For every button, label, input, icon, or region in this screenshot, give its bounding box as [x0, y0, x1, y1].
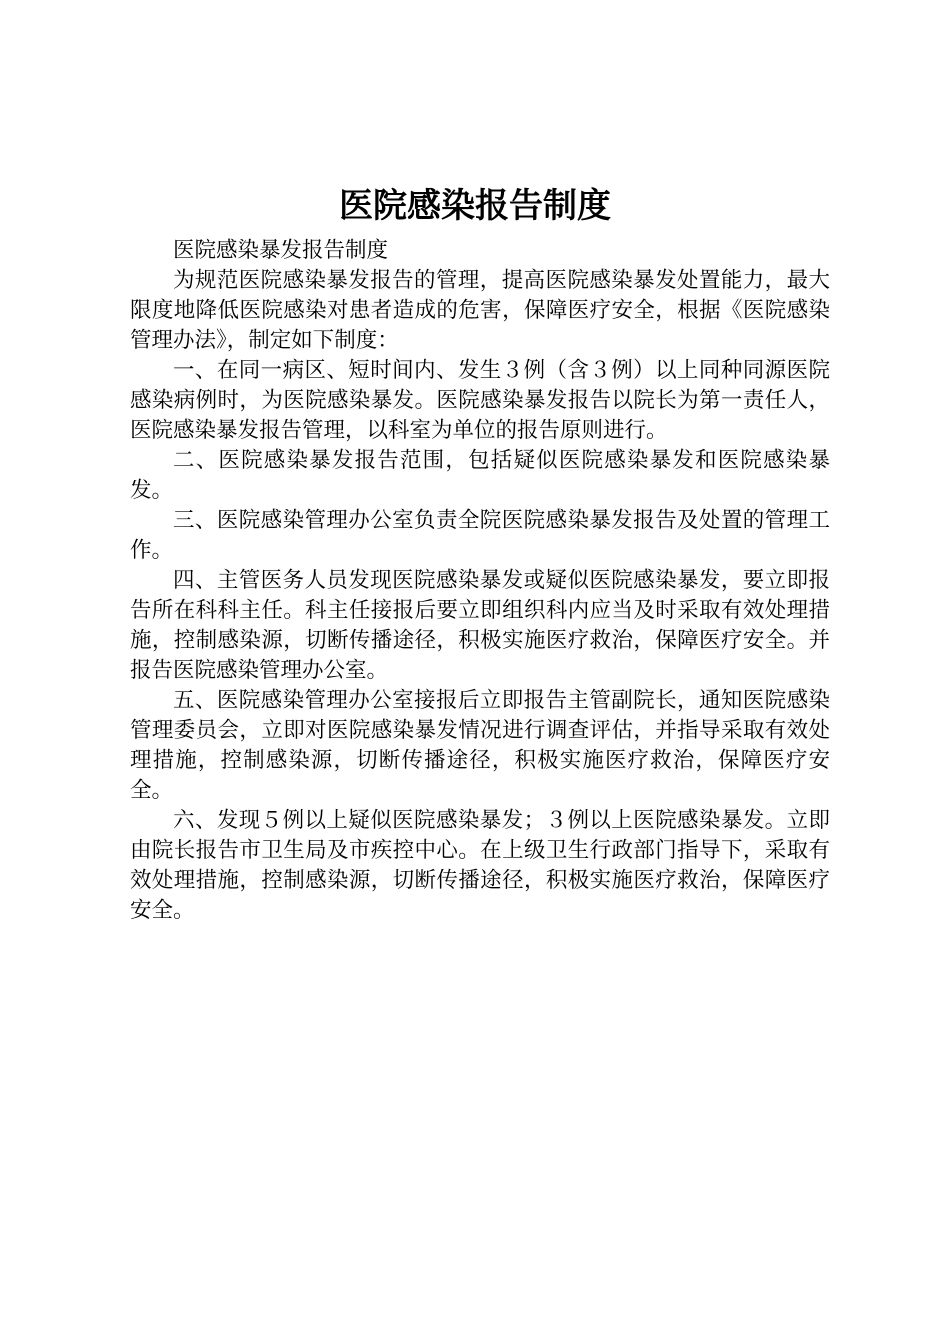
paragraph-clause-2: 二、医院感染暴发报告范围，包括疑似医院感染暴发和医院感染暴发。	[130, 448, 830, 503]
paragraph-clause-3: 三、医院感染管理办公室负责全院医院感染暴发报告及处置的管理工作。	[130, 508, 830, 563]
document-body	[130, 236, 830, 926]
paragraph-subtitle: 医院感染暴发报告制度	[173, 238, 389, 263]
paragraph-clause-5: 五、医院感染管理办公室接报后立即报告主管副院长，通知医院感染管理委员会，立即对医院感染暴发情况进行调查评估，并指导采取有效处理措施，控制感染源，切断传播途径，积极实施医疗救治，保障医疗安全。	[130, 688, 830, 803]
paragraph-clause-1: 一、在同一病区、短时间内、发生３例（含３例）以上同种同源医院感染病例时，为医院感染暴发。医院感染暴发报告以院长为第一责任人，医院感染暴发报告管理，以科室为单位的报告原则进行。	[130, 358, 830, 443]
paragraph-clause-6: 六、发现５例以上疑似医院感染暴发；３例以上医院感染暴发。立即由院长报告市卫生局及市疾控中心。在上级卫生行政部门指导下，采取有效处理措施，控制感染源，切断传播途径，积极实施医疗救治，保障医疗安全。	[130, 808, 830, 923]
document-title: 医院感染报告制度	[339, 186, 611, 226]
paragraph-preamble: 为规范医院感染暴发报告的管理，提高医院感染暴发处置能力，最大限度地降低医院感染对患者造成的危害，保障医疗安全，根据《医院感染管理办法》，制定如下制度：	[130, 268, 830, 353]
paragraph-clause-4: 四、主管医务人员发现医院感染暴发或疑似医院感染暴发，要立即报告所在科科主任。科主任接报后要立即组织科内应当及时采取有效处理措施，控制感染源，切断传播途径，积极实施医疗救治，保障医疗安全。并报告医院感染管理办公室。	[130, 568, 830, 683]
